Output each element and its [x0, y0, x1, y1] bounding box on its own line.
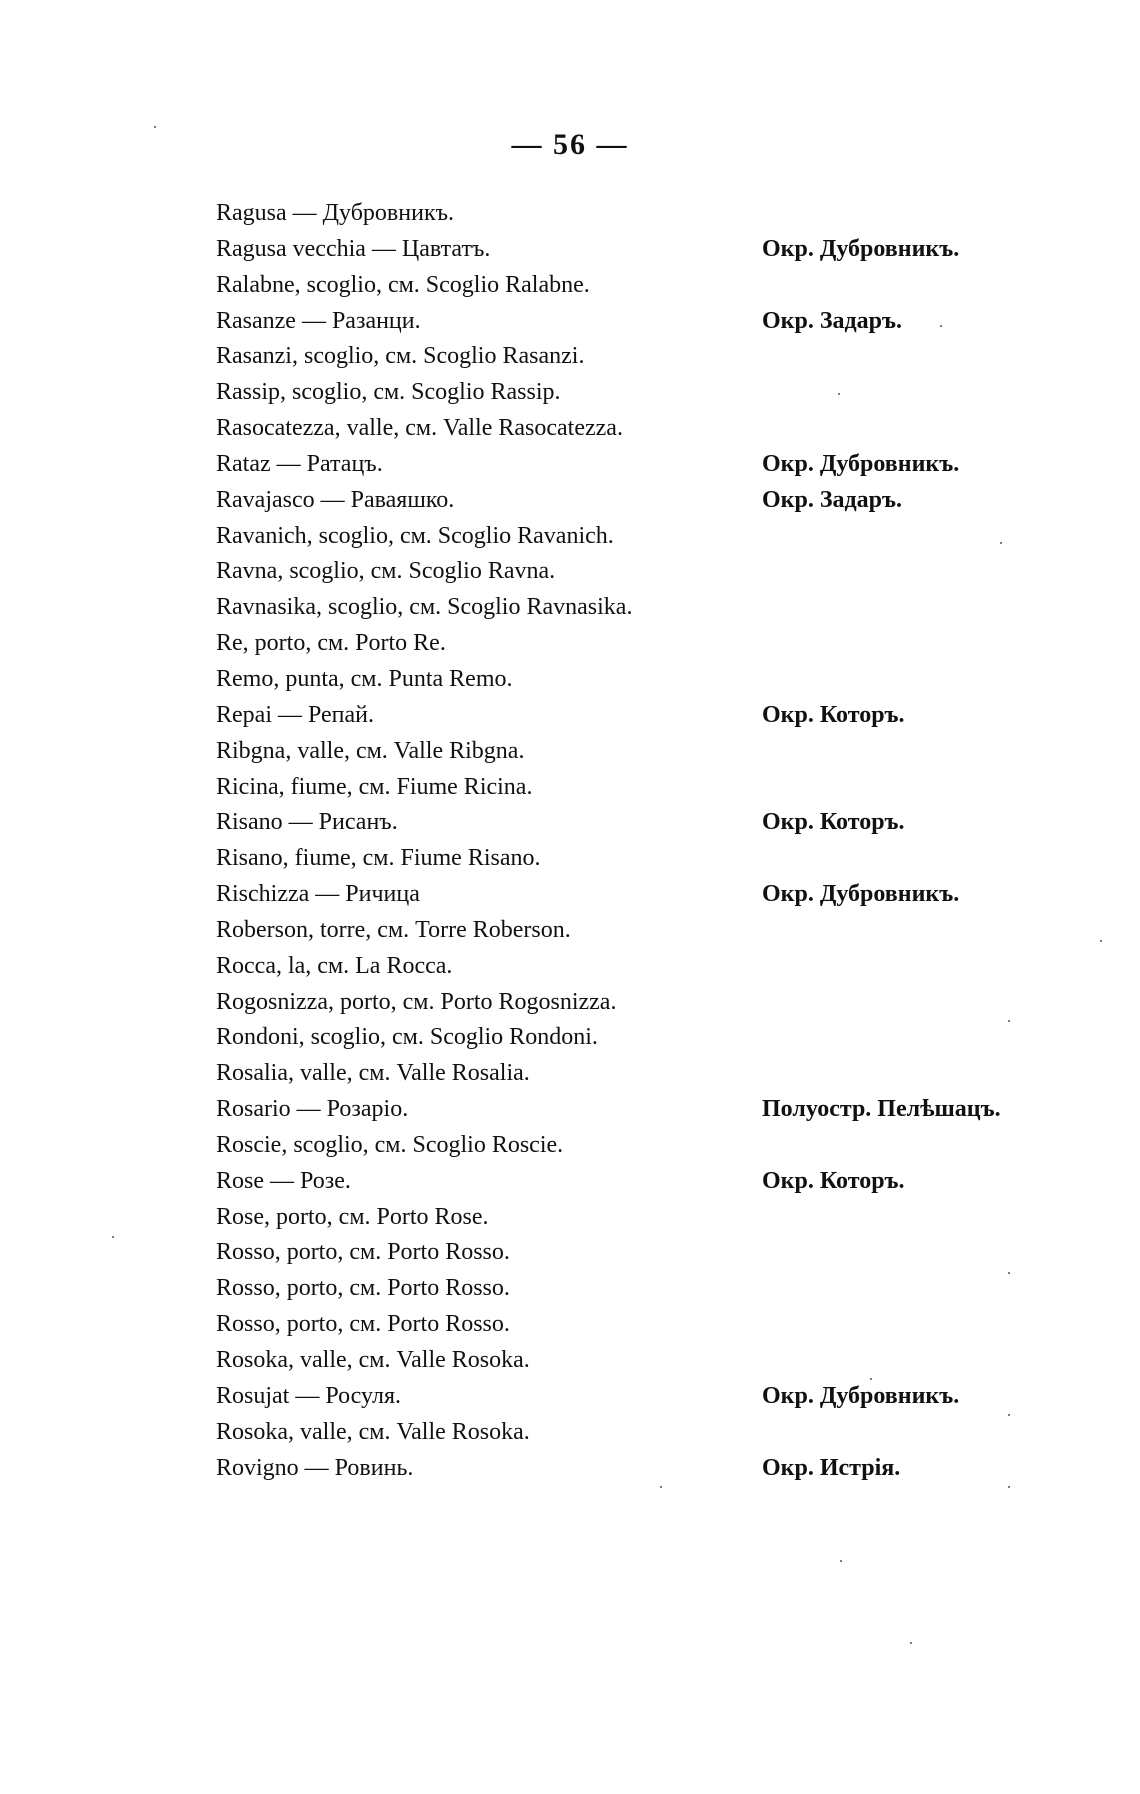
scan-speck [840, 1560, 842, 1562]
gazetteer-entry [216, 411, 1036, 447]
scan-speck [1008, 1414, 1010, 1416]
entry-name: Ricina, fiume, см. Fiume Ricina. [216, 773, 533, 800]
gazetteer-entry [216, 268, 1036, 304]
entry-name: Rose — Розе. [216, 1167, 351, 1194]
entry-name: Rosujat — Росуля. [216, 1382, 401, 1409]
entry-district: Окр. Которъ. [762, 701, 905, 728]
entry-name: Ragusa vecchia — Цавтатъ. [216, 235, 491, 262]
gazetteer-entry [216, 519, 1036, 555]
gazetteer-entry [216, 1379, 1036, 1415]
entry-name: Rasocatezza, valle, см. Valle Rasocatezza. [216, 415, 623, 442]
entry-name: Ravajasco — Раваяшко. [216, 486, 455, 513]
gazetteer-entry [216, 1271, 1036, 1307]
entry-name: Rasanze — Разанци. [216, 307, 421, 334]
gazetteer-entry [216, 1200, 1036, 1236]
gazetteer-entry [216, 734, 1036, 770]
gazetteer-entry [216, 770, 1036, 806]
gazetteer-entry [216, 232, 1036, 268]
gazetteer-entry [216, 1415, 1036, 1451]
entry-name: Ralabne, scoglio, см. Scoglio Ralabne. [216, 271, 590, 298]
scan-speck [1000, 542, 1002, 544]
gazetteer-entry [216, 1343, 1036, 1379]
entry-name: Rosso, porto, см. Porto Rosso. [216, 1275, 510, 1302]
entry-district: Окр. Которъ. [762, 809, 905, 836]
scan-speck [154, 126, 156, 128]
entry-name: Rosso, porto, см. Porto Rosso. [216, 1239, 510, 1266]
scan-speck [1008, 1272, 1010, 1274]
scan-speck [910, 1642, 912, 1644]
entry-district: Окр. Дубровникъ. [762, 1382, 960, 1409]
gazetteer-entry [216, 841, 1036, 877]
gazetteer-entry [216, 1164, 1036, 1200]
entry-name: Rose, porto, см. Porto Rose. [216, 1203, 489, 1230]
gazetteer-entry [216, 375, 1036, 411]
gazetteer-entry [216, 1056, 1036, 1092]
gazetteer-entry [216, 949, 1036, 985]
gazetteer-entry [216, 1092, 1036, 1128]
scan-speck [940, 325, 942, 327]
entry-name: Ravna, scoglio, см. Scoglio Ravna. [216, 558, 556, 585]
entry-district: Окр. Задаръ. [762, 486, 902, 513]
gazetteer-entry [216, 304, 1036, 340]
entry-name: Ravanich, scoglio, см. Scoglio Ravanich. [216, 522, 614, 549]
entry-district: Окр. Задаръ. [762, 307, 902, 334]
entry-district: Полуостр. Пелѣшацъ. [762, 1096, 1001, 1123]
scan-speck [1008, 1020, 1010, 1022]
entry-name: Repai — Репай. [216, 701, 375, 728]
entry-name: Rovigno — Ровинь. [216, 1454, 414, 1481]
entry-name: Rosoka, valle, см. Valle Rosoka. [216, 1418, 530, 1445]
entry-name: Ravnasika, scoglio, см. Scoglio Ravnasika. [216, 594, 633, 621]
entry-district: Окр. Дубровникъ. [762, 881, 960, 908]
entry-name: Rosario — Розаріо. [216, 1096, 409, 1123]
gazetteer-entry [216, 483, 1036, 519]
gazetteer-entry [216, 1307, 1036, 1343]
entry-district: Окр. Истрія. [762, 1454, 901, 1481]
entry-name: Rosoka, valle, см. Valle Rosoka. [216, 1347, 530, 1373]
gazetteer-entry [216, 1451, 1036, 1487]
entry-name: Rocca, la, см. La Rocca. [216, 952, 453, 979]
entry-name: Rataz — Ратацъ. [216, 450, 383, 477]
entry-name: Remo, punta, см. Punta Remo. [216, 665, 513, 692]
entry-name: Rosso, porto, см. Porto Rosso. [216, 1311, 510, 1338]
entry-name: Rassip, scoglio, см. Scoglio Rassip. [216, 379, 561, 406]
entry-name: Rischizza — Ричица [216, 881, 420, 908]
entry-name: Rogosnizza, porto, см. Porto Rogosnizza. [216, 988, 617, 1015]
gazetteer-entry [216, 1235, 1036, 1271]
scan-speck [870, 1378, 872, 1380]
entry-name: Re, porto, см. Porto Re. [216, 630, 446, 657]
entry-name: Rondoni, scoglio, см. Scoglio Rondoni. [216, 1024, 598, 1051]
gazetteer-entry [216, 662, 1036, 698]
entry-name: Roberson, torre, см. Torre Roberson. [216, 916, 571, 943]
entry-district: Окр. Которъ. [762, 1167, 905, 1194]
entry-name: Rosalia, valle, см. Valle Rosalia. [216, 1060, 530, 1087]
scan-speck [112, 1236, 114, 1238]
gazetteer-entry [216, 196, 1036, 232]
entry-name: Ribgna, valle, см. Valle Ribgna. [216, 737, 525, 764]
gazetteer-entry [216, 447, 1036, 483]
gazetteer-entry-list [216, 196, 1036, 1486]
entry-name: Risano — Рисанъ. [216, 809, 398, 836]
entry-district: Окр. Дубровникъ. [762, 450, 960, 477]
gazetteer-entry [216, 1128, 1036, 1164]
scan-speck [1008, 1486, 1010, 1488]
gazetteer-entry [216, 339, 1036, 375]
gazetteer-entry [216, 1020, 1036, 1056]
gazetteer-entry [216, 985, 1036, 1021]
entry-name: Risano, fiume, см. Fiume Risano. [216, 845, 541, 872]
gazetteer-entry [216, 805, 1036, 841]
entry-name: Rasanzi, scoglio, см. Scoglio Rasanzi. [216, 343, 585, 370]
gazetteer-entry [216, 590, 1036, 626]
gazetteer-entry [216, 626, 1036, 662]
scan-speck [660, 1486, 662, 1488]
entry-district: Окр. Дубровникъ. [762, 235, 960, 262]
entry-name: Ragusa — Дубровникъ. [216, 200, 455, 226]
scan-speck [1100, 940, 1102, 942]
gazetteer-entry [216, 913, 1036, 949]
gazetteer-entry [216, 554, 1036, 590]
gazetteer-entry [216, 877, 1036, 913]
entry-name: Roscie, scoglio, см. Scoglio Roscie. [216, 1131, 564, 1158]
scan-speck [838, 393, 840, 395]
page-number: — 56 — [511, 128, 629, 161]
gazetteer-entry [216, 698, 1036, 734]
